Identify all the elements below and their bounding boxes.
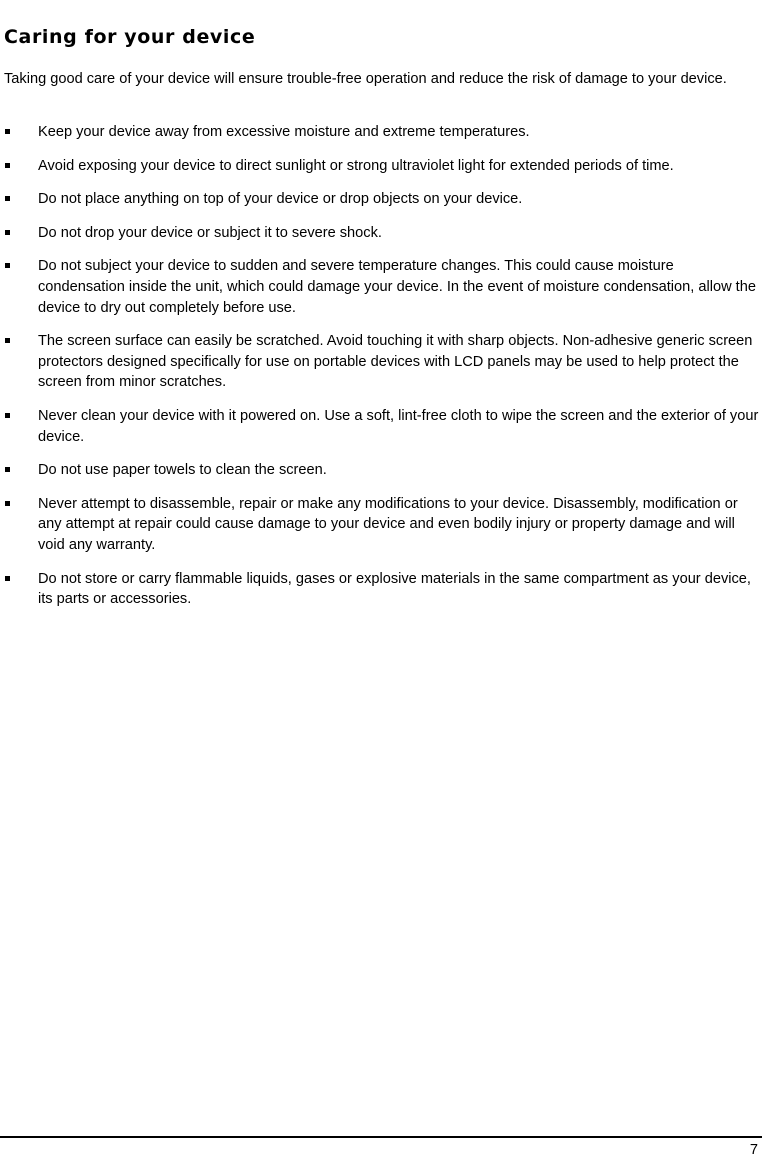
list-item-text: The screen surface can easily be scratched. Avoid touching it with sharp objects. Non-adhesive generic screen protectors designed specifically for use on portable devices with LCD panels may be used to help protect the screen from minor scratches. — [38, 333, 753, 391]
list-item-text: Never clean your device with it powered on. Use a soft, lint-free cloth to wipe the screen and the exterior of your device. — [38, 407, 759, 445]
square-bullet-icon — [5, 501, 10, 506]
square-bullet-icon — [5, 263, 10, 268]
care-instructions-list — [0, 122, 762, 623]
square-bullet-icon — [5, 467, 10, 472]
list-item — [0, 494, 762, 556]
page-number: 7 — [749, 1142, 758, 1158]
list-item — [0, 122, 762, 143]
square-bullet-icon — [5, 163, 10, 168]
list-item — [0, 460, 762, 481]
square-bullet-icon — [5, 338, 10, 343]
list-item — [0, 406, 762, 447]
list-item — [0, 569, 762, 610]
list-item-text: Keep your device away from excessive moisture and extreme temperatures. — [38, 124, 530, 140]
square-bullet-icon — [5, 230, 10, 235]
square-bullet-icon — [5, 129, 10, 134]
list-item-text: Never attempt to disassemble, repair or make any modifications to your device. Disassembly, modification or any attempt at repair could cause damage to your device and even bodily injury or property damage and will void any warranty. — [38, 495, 738, 553]
square-bullet-icon — [5, 196, 10, 201]
square-bullet-icon — [5, 576, 10, 581]
list-item — [0, 331, 762, 393]
list-item-text: Do not drop your device or subject it to severe shock. — [38, 224, 382, 241]
square-bullet-icon — [5, 413, 10, 418]
list-item — [0, 189, 762, 210]
list-item-text: Do not use paper towels to clean the screen. — [38, 462, 327, 479]
list-item-text: Do not store or carry flammable liquids, gases or explosive materials in the same compartment as your device, its parts or accessories. — [38, 570, 751, 608]
list-item — [0, 223, 762, 244]
page-title: Caring for your device — [4, 26, 256, 48]
footer-divider — [0, 1136, 762, 1138]
list-item-text: Do not place anything on top of your device or drop objects on your device. — [38, 191, 523, 208]
list-item — [0, 256, 762, 318]
list-item-text: Avoid exposing your device to direct sunlight or strong ultraviolet light for extended periods of time. — [38, 157, 674, 174]
list-item-text: Do not subject your device to sudden and severe temperature changes. This could cause moisture condensation inside the unit, which could damage your device. In the event of moisture condensation, allow the device to dry out completely before use. — [38, 258, 756, 316]
intro-paragraph: Taking good care of your device will ensure trouble-free operation and reduce the risk of damage to your device. — [4, 71, 727, 87]
list-item — [0, 156, 762, 177]
